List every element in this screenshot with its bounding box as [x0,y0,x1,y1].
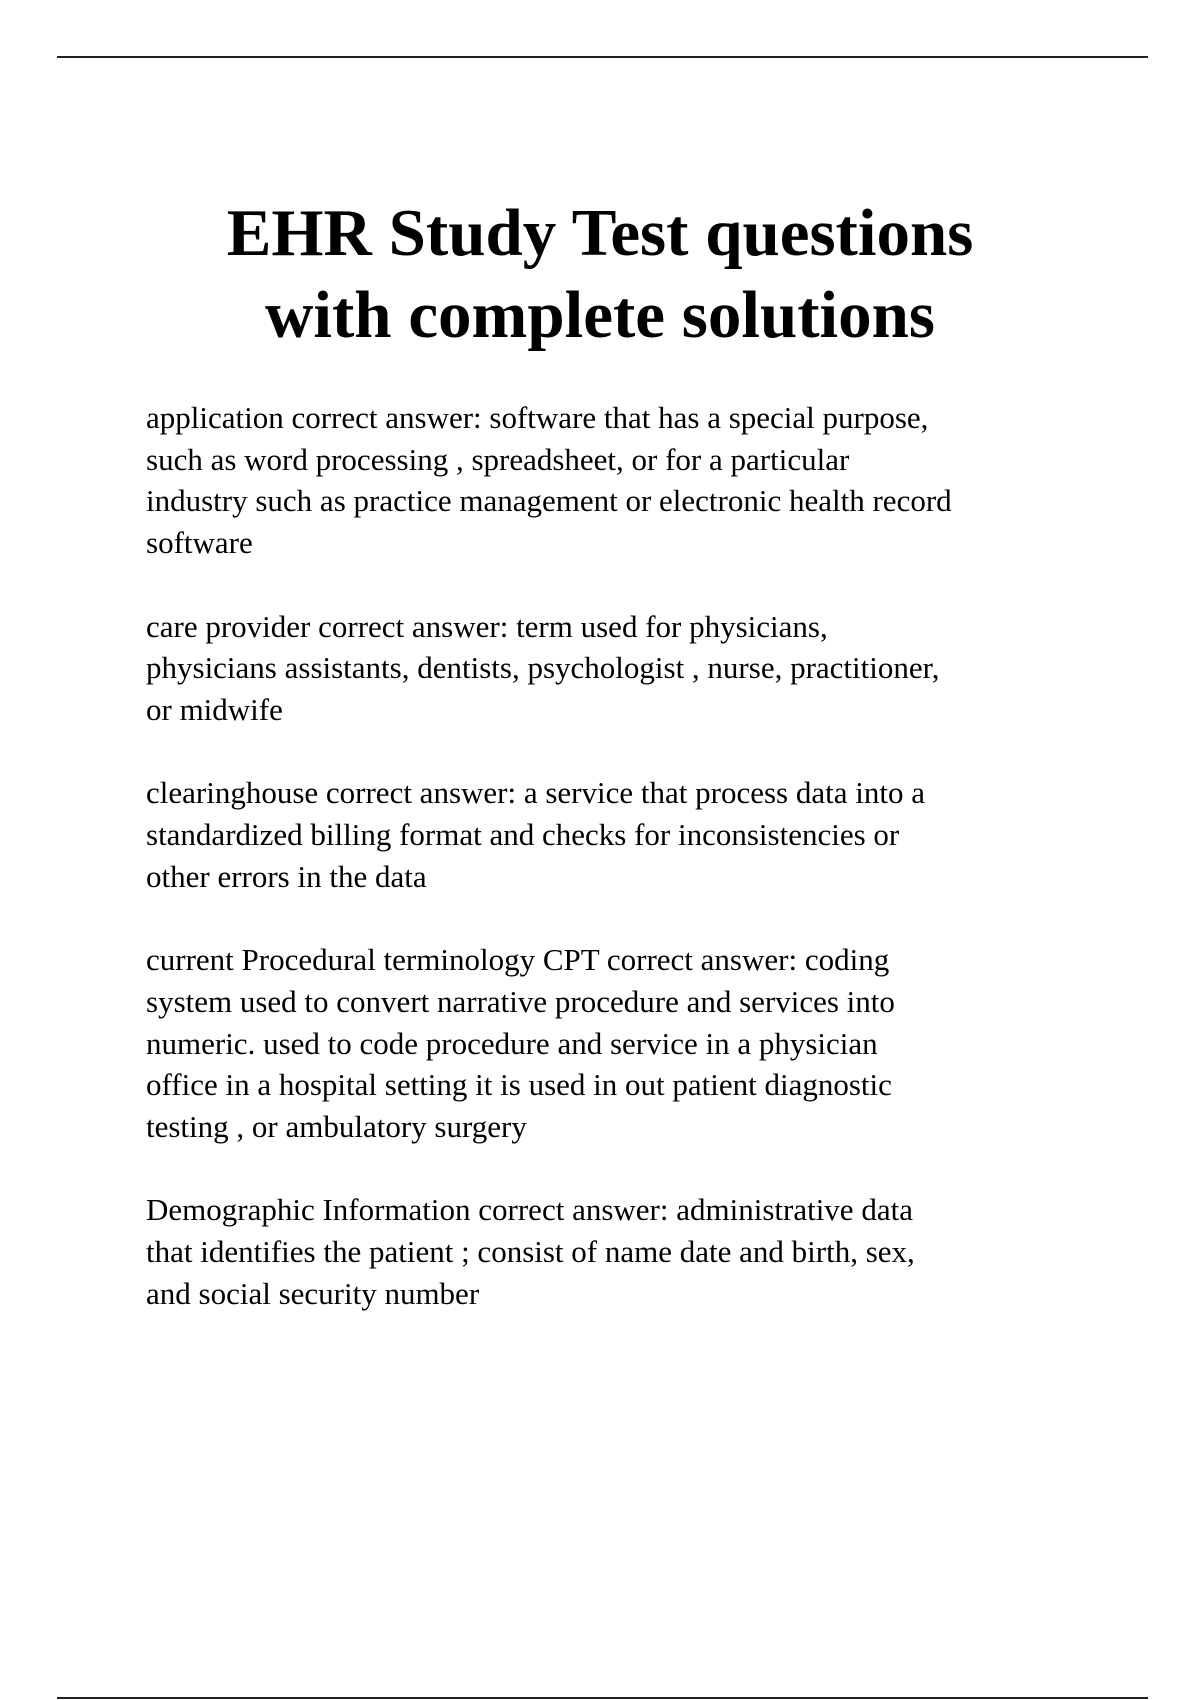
qa-entry-cpt [146,939,1146,1148]
entry-line: Demographic Information correct answer: administrative data [146,1192,913,1228]
entry-line: and social security number [146,1275,480,1311]
entry-line: other errors in the data [146,858,427,894]
qa-entry-demographic-information [146,1189,1146,1314]
header-rule [57,56,1148,58]
title-line: EHR Study Test questions [226,196,974,270]
entry-line: testing , or ambulatory surgery [146,1108,527,1144]
entry-line: numeric. used to code procedure and service in a physician [146,1025,878,1061]
entry-line: current Procedural terminology CPT correct answer: coding [146,942,890,978]
qa-entry-application [146,397,1146,564]
entry-line: office in a hospital setting it is used in out patient diagnostic [146,1067,892,1103]
entry-line: physicians assistants, dentists, psychologist , nurse, practitioner, [146,650,940,686]
qa-entry-care-provider [146,606,1146,731]
entry-line: industry such as practice management or electronic health record [146,483,952,519]
entry-line: system used to convert narrative procedure and services into [146,983,895,1019]
entry-line: that identifies the patient ; consist of name date and birth, sex, [146,1234,915,1269]
entry-line: care provider correct answer: term used for physicians, [146,608,828,644]
title-line: with complete solutions [265,278,935,352]
entry-line: clearinghouse correct answer: a service that process data into a [146,775,925,811]
entry-line: standardized billing format and checks for inconsistencies or [146,817,900,852]
footer-rule [57,1697,1148,1699]
entry-line: application correct answer: software that has a special purpose, [146,400,929,435]
entry-line: or midwife [146,691,283,727]
qa-list [146,397,1146,1356]
entry-line: such as word processing , spreadsheet, or for a particular [146,441,850,477]
entry-line: software [146,525,253,561]
qa-entry-clearinghouse [146,772,1146,897]
document-title [0,192,1200,356]
